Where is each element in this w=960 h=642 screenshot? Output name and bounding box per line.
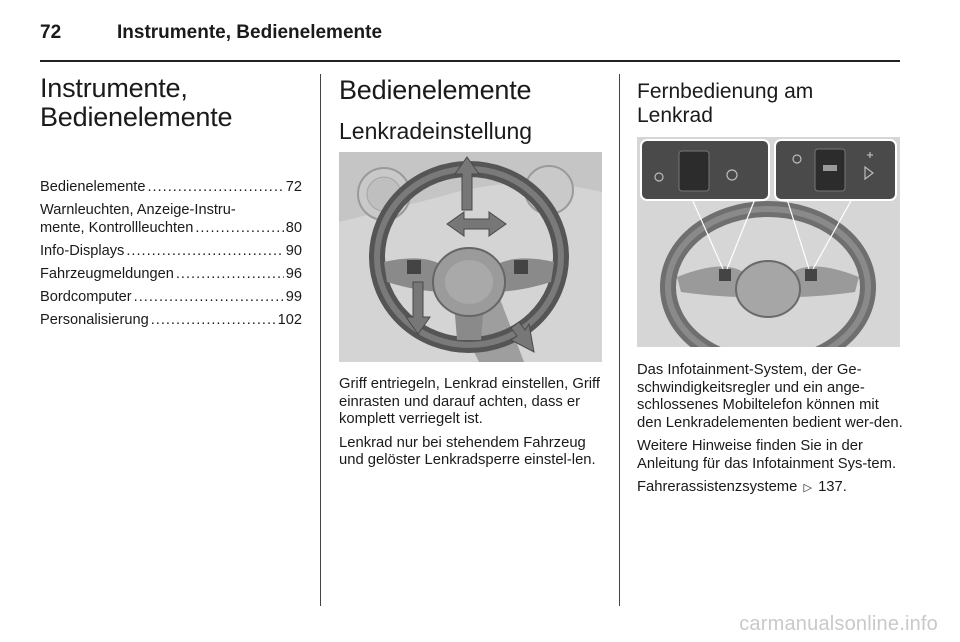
cross-reference-text: Fahrerassistenzsysteme <box>637 479 798 495</box>
instruction-paragraph-1: Griff entriegeln, Lenkrad einstellen, Griff einrasten und darauf achten, dass er komplett verriegelt ist. <box>339 376 601 427</box>
steering-wheel-diagram <box>339 152 602 362</box>
watermark: carmanualsonline.info <box>739 613 938 635</box>
table-of-contents <box>40 178 302 334</box>
toc-entry[interactable]: Warnleuchten, Anzeige-Instru- mente, Kontrollleuchten ..... 80 <box>40 201 302 237</box>
chapter-heading-line1: Instrumente, <box>40 73 188 103</box>
section-heading-remote: Fernbedienung am <box>637 80 814 103</box>
chapter-heading <box>40 74 310 132</box>
chapter-heading-line2: Bedienelemente <box>40 102 233 132</box>
running-title: Instrumente, Bedienelemente <box>117 22 383 43</box>
subsection-heading: Lenkradeinstellung <box>339 118 533 144</box>
arrow-reference-icon: ▷ <box>803 482 812 494</box>
section-heading: Bedienelemente <box>339 75 532 105</box>
toc-entry[interactable]: Personalisierung ..... 102 <box>40 311 302 329</box>
steering-controls-diagram <box>637 137 900 347</box>
section-heading-remote-line2: Lenkrad <box>637 104 713 127</box>
header-rule <box>40 60 900 62</box>
remote-paragraph-1: Das Infotainment-System, der Ge-schwindigkeitsregler und ein ange-schlossenes Mobiltelefon können mit den Lenkradelementen bedient wer-den. <box>637 362 903 431</box>
remote-paragraph-3 <box>637 479 903 498</box>
steering-adjustment-illustration <box>339 152 602 362</box>
page-number: 72 <box>40 22 62 43</box>
toc-entry[interactable]: Fahrzeugmeldungen ..... 96 <box>40 265 302 283</box>
steering-remote-illustration <box>637 137 900 347</box>
toc-entry[interactable]: Info-Displays ..... 90 <box>40 242 302 260</box>
instruction-paragraph-2: Lenkrad nur bei stehendem Fahrzeug und gelöster Lenkradsperre einstel-len. <box>339 434 596 468</box>
column-divider-2 <box>619 74 620 606</box>
column-divider-1 <box>320 74 321 606</box>
toc-entry[interactable]: Bedienelemente ..... 72 <box>40 178 302 196</box>
remote-paragraph-2: Weitere Hinweise finden Sie in der Anleitung für das Infotainment Sys-tem. <box>637 438 897 472</box>
cross-reference-page[interactable]: 137. <box>818 479 847 495</box>
toc-entry[interactable]: Bordcomputer ..... 99 <box>40 288 302 306</box>
